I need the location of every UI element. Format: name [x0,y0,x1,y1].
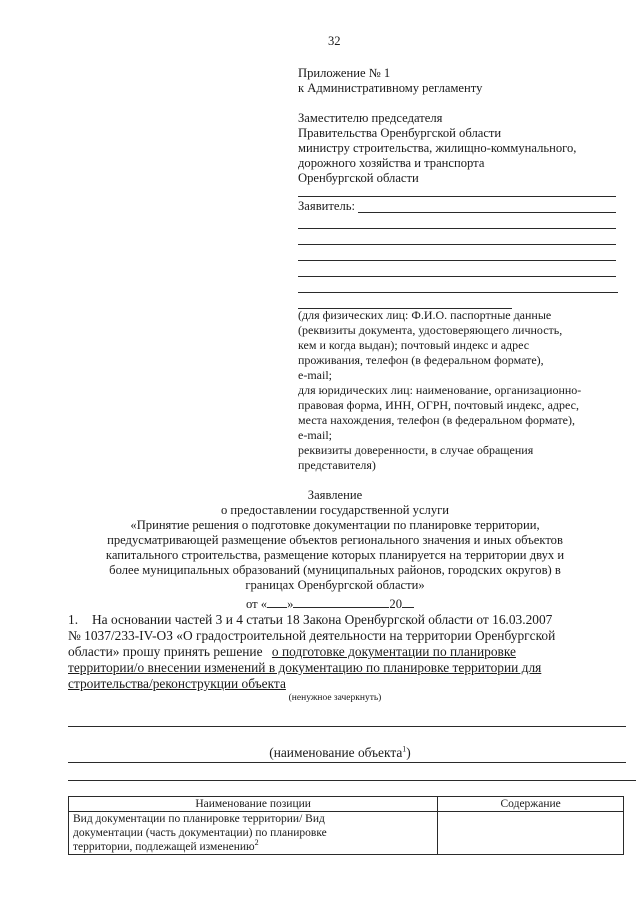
statement-line: капитального строительства, размещение которых планируется на территории двух и [105,548,565,562]
statement-line: границах Оренбургской области» [245,578,425,592]
applicant-note-line: места нахождения, телефон (в федеральном формате), [298,413,575,427]
applicant-note-line: реквизиты доверенности, в случае обращения [298,443,534,457]
addressee-line: Оренбургской области [298,171,419,185]
table-header: Содержание [438,797,624,812]
table-header: Наименование позиции [69,797,438,812]
applicant-note-line: e-mail; [298,428,332,442]
applicant-note-line: представителя) [298,458,376,472]
addressee-line: Правительства Оренбургской области [298,126,502,140]
applicant-note-line: кем и когда выдан); почтовый индекс и адрес [298,338,530,352]
applicant-line [298,292,618,293]
strike-note: (ненужное зачеркнуть) [288,693,382,703]
statement-line: «Принятие решения о подготовке документации по планировке территории, [130,518,540,532]
addressee-line: Заместителю председателя [298,111,443,125]
table-cell: Вид документации по планировке территории/ Вид документации (часть документации) по планировке территории, подлежащей изменению$^2$ [69,812,438,855]
option-text: строительства/реконструкции объекта [68,676,286,691]
object-name-line [68,762,626,763]
positions-table [68,796,624,855]
statement-title: Заявление [307,488,363,502]
addressee-line: дорожного хозяйства и транспорта [298,156,485,170]
applicant-line [298,196,616,197]
applicant-note-line: проживания, телефон (в федеральном формате), [298,353,544,367]
paragraph-line: На основании частей 3 и 4 статьи 18 Закона Оренбургской области от 16.03.2007 [92,612,553,627]
paragraph-line: области» прошу принять решение о подготовке документации по планировке [68,644,516,659]
paragraph-number: 1. [68,612,79,627]
applicant-line [298,260,616,261]
appendix-subtitle: к Административному регламенту [298,81,483,95]
object-name-label: (наименование объекта$^1$) [269,744,411,760]
applicant-line [358,212,616,213]
statement-line: более муниципальных образований (муниципальных районов, городских округов) в [109,563,561,577]
date-year-field[interactable] [402,596,414,608]
statement-date: от « » 20 [246,596,414,612]
applicant-line [298,244,616,245]
object-name-line [68,780,636,781]
applicant-note-line: правовая форма, ИНН, ОГРН, почтовый индекс, адрес, [298,398,579,412]
applicant-note-line: (для физических лиц: Ф.И.О. паспортные данные [298,308,552,322]
table-header-row [69,797,624,812]
option-text: территории/о внесении изменений в документацию по планировке территории для [68,660,542,675]
page-number: 32 [328,34,341,48]
addressee-line: министру строительства, жилищно-коммунального, [298,141,577,155]
object-name-line [68,726,626,727]
applicant-note-line: (реквизиты документа, удостоверяющего личность, [298,323,563,337]
applicant-line [298,276,616,277]
paragraph-line: № 1037/233-IV-ОЗ «О градостроительной деятельности на территории Оренбургской [68,628,556,643]
date-day-field[interactable] [267,596,287,608]
statement-line: предусматривающей размещение объектов регионального значения и иных объектов [107,533,563,547]
statement-line: о предоставлении государственной услуги [220,503,450,517]
option-text: о подготовке документации по планировке [271,644,516,659]
applicant-label: Заявитель: [298,199,355,213]
date-month-field[interactable] [293,596,389,608]
table-cell-content[interactable] [438,812,624,855]
applicant-line [298,228,616,229]
applicant-note-line: e-mail; [298,368,332,382]
appendix-title: Приложение № 1 [298,66,391,80]
table-row [69,812,624,855]
applicant-note-line: для юридических лиц: наименование, организационно- [298,383,582,397]
